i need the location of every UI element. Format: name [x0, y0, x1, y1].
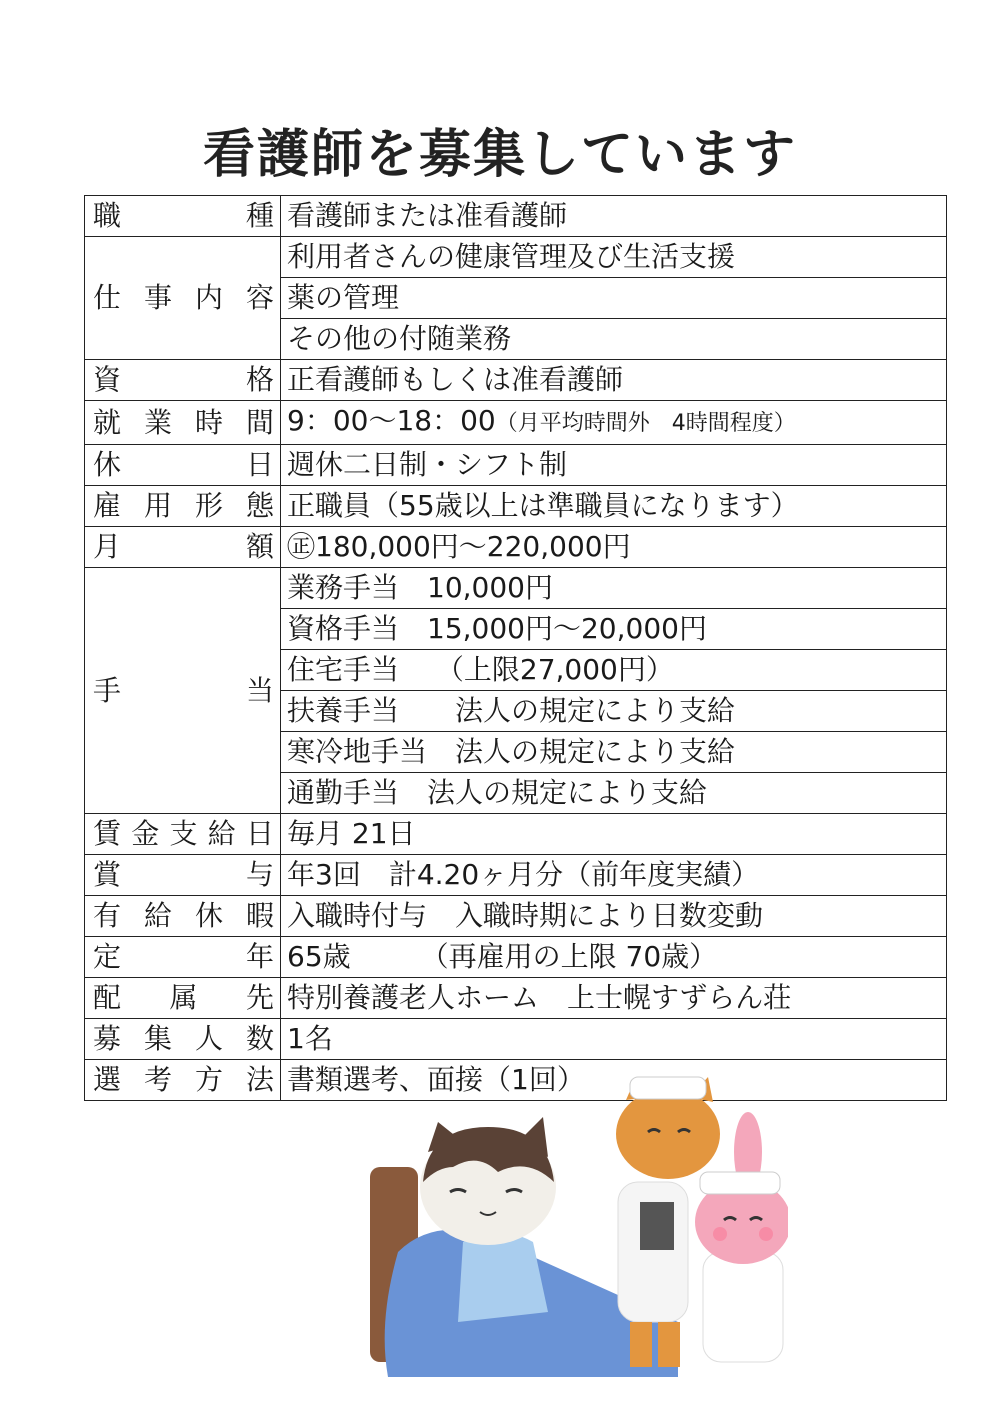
row-value: 65歳 （再雇用の上限 70歳） [281, 937, 947, 978]
row-value: 入職時付与 入職時期により日数変動 [281, 896, 947, 937]
row-label: 月 額 [85, 527, 281, 568]
patient-body [458, 1232, 548, 1322]
table-row [85, 527, 947, 568]
row-value: 週休二日制・シフト制 [281, 445, 947, 486]
row-value: 正看護師もしくは准看護師 [281, 360, 947, 401]
overtime-note: （月平均時間外 4時間程度） [495, 411, 796, 436]
row-label: 資 格 [85, 360, 281, 401]
patient-cat-icon [420, 1117, 556, 1245]
table-row [85, 855, 947, 896]
row-value: 資格手当 15,000円～20,000円 [281, 609, 947, 650]
row-value: 薬の管理 [281, 278, 947, 319]
page-title: 看護師を募集しています [202, 125, 797, 185]
row-value: 住宅手当 （上限27,000円） [281, 650, 947, 691]
table-row [85, 814, 947, 855]
row-value: その他の付随業務 [281, 319, 947, 360]
row-value: 正職員（55歳以上は準職員になります） [281, 486, 947, 527]
work-hours: 9：00～18：00 [287, 404, 496, 437]
row-value: 特別養護老人ホーム 上士幌すずらん荘 [281, 978, 947, 1019]
row-value: 扶養手当 法人の規定により支給 [281, 691, 947, 732]
row-value: ㊣180,000円～220,000円 [281, 527, 947, 568]
row-label: 賃金支給日 [85, 814, 281, 855]
table-row [85, 978, 947, 1019]
table-row [85, 360, 947, 401]
row-value: 書類選考、面接（1回） [281, 1060, 947, 1101]
table-row [85, 486, 947, 527]
row-label: 雇用形態 [85, 486, 281, 527]
row-value: 毎月 21日 [281, 814, 947, 855]
row-value [281, 401, 947, 445]
row-label: 選考方法 [85, 1060, 281, 1101]
row-label: 就業時間 [85, 401, 281, 445]
row-label: 定 年 [85, 937, 281, 978]
row-label: 配属先 [85, 978, 281, 1019]
recruitment-table [84, 195, 947, 1101]
table-row [85, 196, 947, 237]
row-label: 募集人数 [85, 1019, 281, 1060]
row-value: 利用者さんの健康管理及び生活支援 [281, 237, 947, 278]
row-label: 有給休暇 [85, 896, 281, 937]
row-value: 業務手当 10,000円 [281, 568, 947, 609]
table-row [85, 1019, 947, 1060]
row-label: 手 当 [85, 568, 281, 814]
row-label: 賞 与 [85, 855, 281, 896]
table-row [85, 896, 947, 937]
nurse-cats-illustration [368, 1072, 788, 1382]
row-value: 看護師または准看護師 [281, 196, 947, 237]
table-row [85, 401, 947, 445]
row-label: 仕事内容 [85, 237, 281, 360]
row-label: 休 日 [85, 445, 281, 486]
table-row [85, 445, 947, 486]
row-value: 1名 [281, 1019, 947, 1060]
row-label: 職 種 [85, 196, 281, 237]
table-row [85, 237, 947, 278]
row-value: 通勤手当 法人の規定により支給 [281, 773, 947, 814]
row-value: 年3回 計4.20ヶ月分（前年度実績） [281, 855, 947, 896]
row-value: 寒冷地手当 法人の規定により支給 [281, 732, 947, 773]
table-row [85, 568, 947, 609]
table-row [85, 937, 947, 978]
